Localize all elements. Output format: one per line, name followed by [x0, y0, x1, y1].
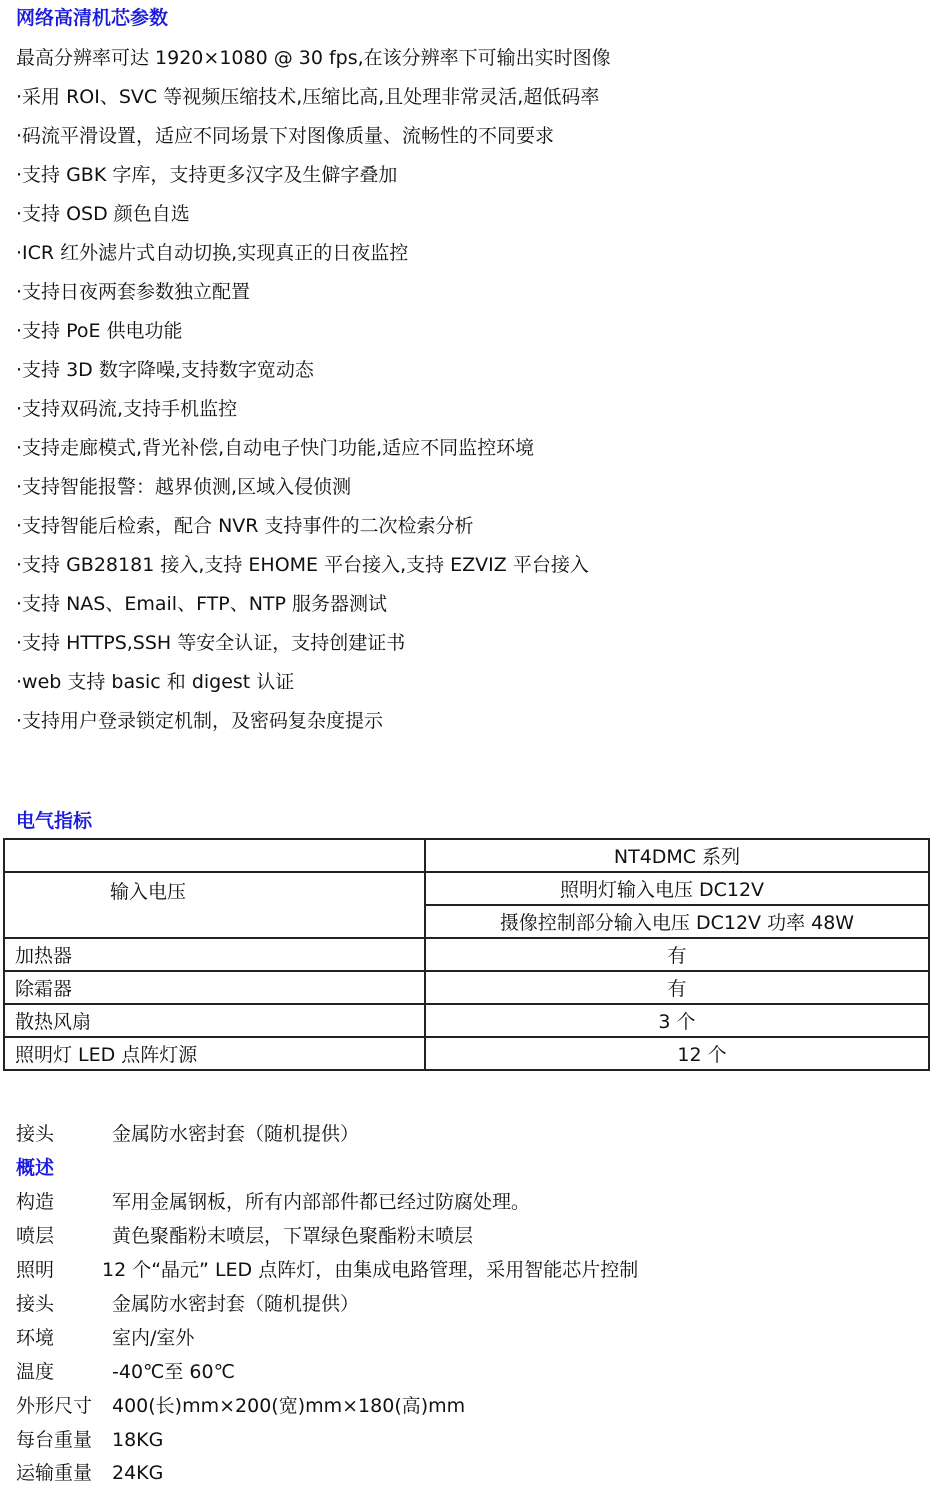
overview-value: 12 个“晶元” LED 点阵灯，由集成电路管理，采用智能芯片控制 [102, 1259, 639, 1281]
table-header-series: NT4DMC 系列 [425, 839, 929, 872]
feature-line: ·支持双码流,支持手机监控 [16, 398, 238, 420]
overview-row [16, 1292, 359, 1316]
feature-line: ·web 支持 basic 和 digest 认证 [16, 671, 295, 693]
overview-key: 环境 [16, 1327, 55, 1349]
overview-key: 照明 [16, 1259, 55, 1281]
row-label: 除霜器 [4, 971, 425, 1004]
feature-line: ·支持 GB28181 接入,支持 EHOME 平台接入,支持 EZVIZ 平台接入 [16, 554, 589, 576]
overview-row [16, 1258, 638, 1282]
feature-line: ·采用 ROI、SVC 等视频压缩技术,压缩比高,且处理非常灵活,超低码率 [16, 86, 600, 108]
input-voltage-label: 输入电压 [4, 872, 425, 938]
feature-line: ·支持 OSD 颜色自选 [16, 203, 190, 225]
electrical-spec-table [3, 838, 930, 1071]
overview-key: 外形尺寸 [16, 1395, 93, 1417]
table-row [4, 1037, 929, 1070]
overview-row [16, 1428, 163, 1452]
connector-value: 金属防水密封套（随机提供） [112, 1123, 360, 1145]
overview-row [16, 1461, 163, 1485]
connector-row [16, 1122, 359, 1146]
connector-key: 接头 [16, 1123, 55, 1145]
input-voltage-value: 照明灯输入电压 DC12V [425, 872, 929, 905]
feature-line: ·支持 PoE 供电功能 [16, 320, 183, 342]
feature-line: ·支持 NAS、Email、FTP、NTP 服务器测试 [16, 593, 388, 615]
feature-line: ·ICR 红外滤片式自动切换,实现真正的日夜监控 [16, 242, 409, 264]
network-feature-list [16, 42, 916, 744]
overview-row [16, 1224, 473, 1248]
table-header-row [4, 839, 929, 872]
input-voltage-value: 摄像控制部分输入电压 DC12V 功率 48W [425, 905, 929, 938]
overview-key: 每台重量 [16, 1429, 93, 1451]
overview-row [16, 1394, 465, 1418]
row-value: 有 [425, 971, 929, 1004]
feature-line: ·码流平滑设置，适应不同场景下对图像质量、流畅性的不同要求 [16, 125, 555, 147]
table-row [4, 938, 929, 971]
row-value: 3 个 [425, 1004, 929, 1037]
overview-value: 18KG [112, 1429, 164, 1451]
row-value: 有 [425, 938, 929, 971]
overview-key: 接头 [16, 1293, 55, 1315]
overview-key: 温度 [16, 1361, 55, 1383]
row-value: 12 个 [425, 1037, 929, 1070]
overview-key: 喷层 [16, 1225, 55, 1247]
feature-line: ·支持用户登录锁定机制，及密码复杂度提示 [16, 710, 384, 732]
overview-value: 军用金属钢板，所有内部部件都已经过防腐处理。 [112, 1191, 531, 1213]
overview-value: 黄色聚酯粉末喷层，下罩绿色聚酯粉末喷层 [112, 1225, 474, 1247]
overview-value: -40℃至 60℃ [112, 1361, 235, 1383]
overview-row [16, 1360, 235, 1384]
row-label: 散热风扇 [4, 1004, 425, 1037]
table-row [4, 971, 929, 1004]
feature-line: ·支持智能后检索，配合 NVR 支持事件的二次检索分析 [16, 515, 474, 537]
overview-row [16, 1326, 194, 1350]
overview-value: 400(长)mm×200(宽)mm×180(高)mm [112, 1395, 466, 1417]
overview-value: 金属防水密封套（随机提供） [112, 1293, 360, 1315]
overview-key: 运输重量 [16, 1462, 93, 1484]
feature-line: ·支持 3D 数字降噪,支持数字宽动态 [16, 359, 314, 381]
overview-value: 24KG [112, 1462, 164, 1484]
overview-row [16, 1190, 530, 1214]
network-section-title: 网络高清机芯参数 [16, 7, 169, 29]
feature-line: 最高分辨率可达 1920×1080 @ 30 fps,在该分辨率下可输出实时图像 [16, 47, 611, 69]
feature-line: ·支持 GBK 字库，支持更多汉字及生僻字叠加 [16, 164, 398, 186]
table-header-empty-cell [4, 839, 425, 872]
overview-section-title: 概述 [16, 1157, 55, 1179]
feature-line: ·支持日夜两套参数独立配置 [16, 281, 251, 303]
overview-value: 室内/室外 [112, 1327, 195, 1349]
feature-line: ·支持 HTTPS,SSH 等安全认证，支持创建证书 [16, 632, 406, 654]
electrical-section-title: 电气指标 [16, 810, 93, 832]
feature-line: ·支持智能报警：越界侦测,区域入侵侦测 [16, 476, 352, 498]
row-label: 照明灯 LED 点阵灯源 [4, 1037, 425, 1070]
row-label: 加热器 [4, 938, 425, 971]
overview-key: 构造 [16, 1191, 55, 1213]
table-row [4, 1004, 929, 1037]
table-row [4, 872, 929, 905]
feature-line: ·支持走廊模式,背光补偿,自动电子快门功能,适应不同监控环境 [16, 437, 535, 459]
